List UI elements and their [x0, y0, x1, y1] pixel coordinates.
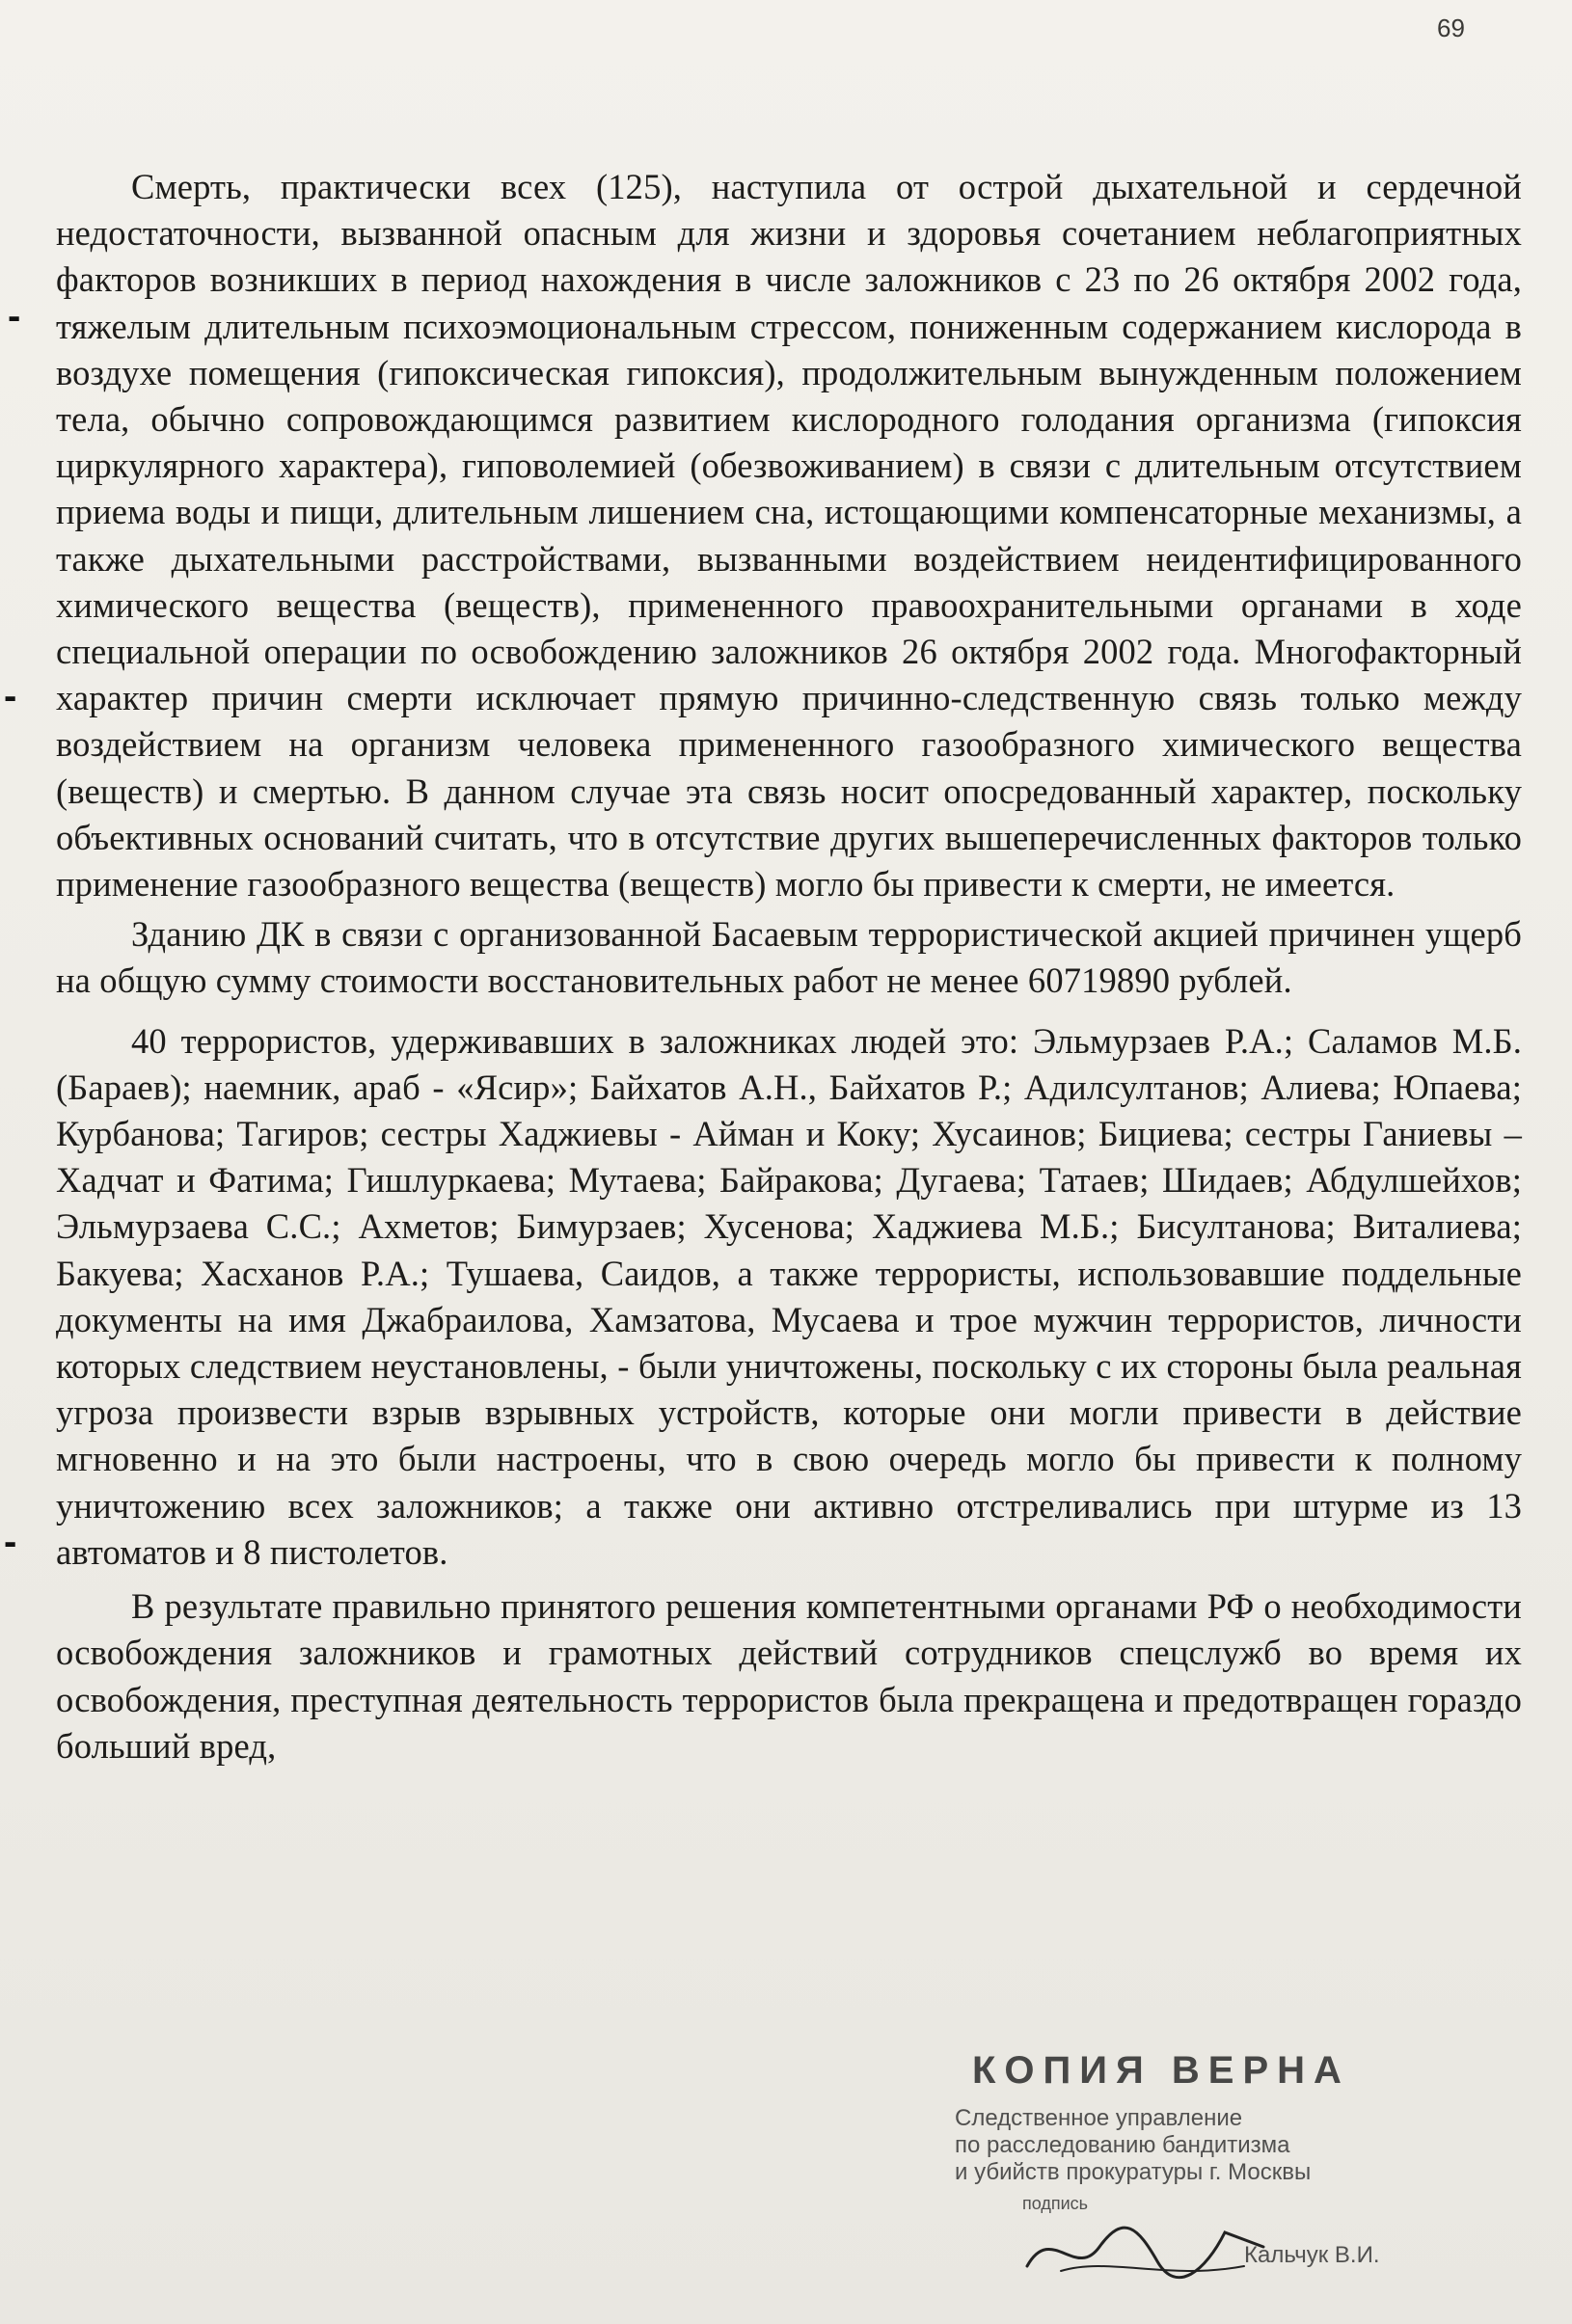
paragraph-building-damage: Зданию ДК в связи с организованной Басаевым террористической акцией причинен ущерб на общую сумму стоимости восстановительных работ не менее 60719890 рублей. — [56, 914, 1522, 1001]
paragraph-result: В результате правильно принятого решения компетентными органами РФ о необходимости освобождения заложников и грамотных действий сотрудников спецслужб во время их освобождения, преступная деятельность террористов была прекращена и предотвращен гораздо больший вред, — [56, 1586, 1522, 1766]
margin-tick-mark: - — [4, 675, 17, 717]
handwritten-signature — [1022, 2213, 1273, 2290]
stamp-signature-caption: подпись — [1022, 2194, 1089, 2213]
margin-tick-mark: - — [4, 1521, 17, 1563]
paragraph-terrorists-list: 40 террористов, удерживавших в заложниках людей это: Эльмурзаев Р.А.; Саламов М.Б. (Бараев); наемник, араб - «Ясир»; Байхатов А.Н., Байхатов Р.; Адилсултанов; Алиева; Юпаева; Курбанова; Тагиров; сестры Хаджиевы - Айман и Коку; Хусаинов; Бициева; сестры Ганиевы – Хадчат и Фатима; Гишлуркаева; Мутаева; Байракова; Дугаева; Татаев; Шидаев; Абдулшейхов; Эльмурзаева С.С.; Ахметов; Бимурзаев; Хусенова; Хаджиева М.Б.; Бисултанова; Виталиева; Бакуева; Хасханов Р.А.; Тушаева, Саидов, а также террористы, использовавшие поддельные документы на имя Джабраилова, Хамзатова, Мусаева и трое мужчин террористов, личности которых следствием неустановлены, - были уничтожены, поскольку с их стороны была реальная угроза произвести взрыв взрывных устройств, которые они могли привести в действие мгновенно и на это были настроены, что в свою очередь могло бы привести к полному уничтожению всех заложников; а также они активно отстреливались при штурме из 13 автоматов и 8 пистолетов. — [56, 1020, 1522, 1572]
stamp-line: и убийств прокуратуры г. Москвы — [955, 2159, 1312, 2185]
margin-tick-mark: - — [8, 295, 21, 338]
document-body — [56, 164, 1522, 1770]
stamp-title: КОПИЯ ВЕРНА — [972, 2049, 1350, 2092]
stamp-signatory-name: Кальчук В.И. — [1244, 2242, 1380, 2268]
copy-certified-stamp — [955, 2049, 1514, 2310]
stamp-line: по расследованию бандитизма — [955, 2132, 1290, 2158]
paragraph-cause-of-death: Смерть, практически всех (125), наступила от острой дыхательной и сердечной недостаточности, вызванной опасным для жизни и здоровья сочетанием неблагоприятных факторов возникших в период нахождения в числе заложников с 23 по 26 октября 2002 года, тяжелым длительным психоэмоциональным стрессом, пониженным содержанием кислорода в воздухе помещения (гипоксическая гипоксия), продолжительным вынужденным положением тела, обычно сопровождающимся развитием кислородного голодания организма (гипоксия циркулярного характера), гиповолемией (обезвоживанием) в связи с длительным отсутствием приема воды и пищи, длительным лишением сна, истощающими компенсаторные механизмы, а также дыхательными расстройствами, вызванными воздействием неидентифицированного химического вещества (веществ), примененного правоохранительными органами в ходе специальной операции по освобождению заложников 26 октября 2002 года. Многофакторный характер причин смерти исключает прямую причинно-следственную связь только между воздействием на организм человека примененного газообразного химического вещества (веществ) и смертью. В данном случае эта связь носит опосредованный характер, поскольку объективных оснований считать, что в отсутствие других вышеперечисленных факторов только применение газообразного вещества (веществ) могло бы привести к смерти, не имеется. — [56, 167, 1522, 905]
stamp-line: Следственное управление — [955, 2105, 1243, 2131]
page-number: 69 — [1437, 14, 1465, 42]
